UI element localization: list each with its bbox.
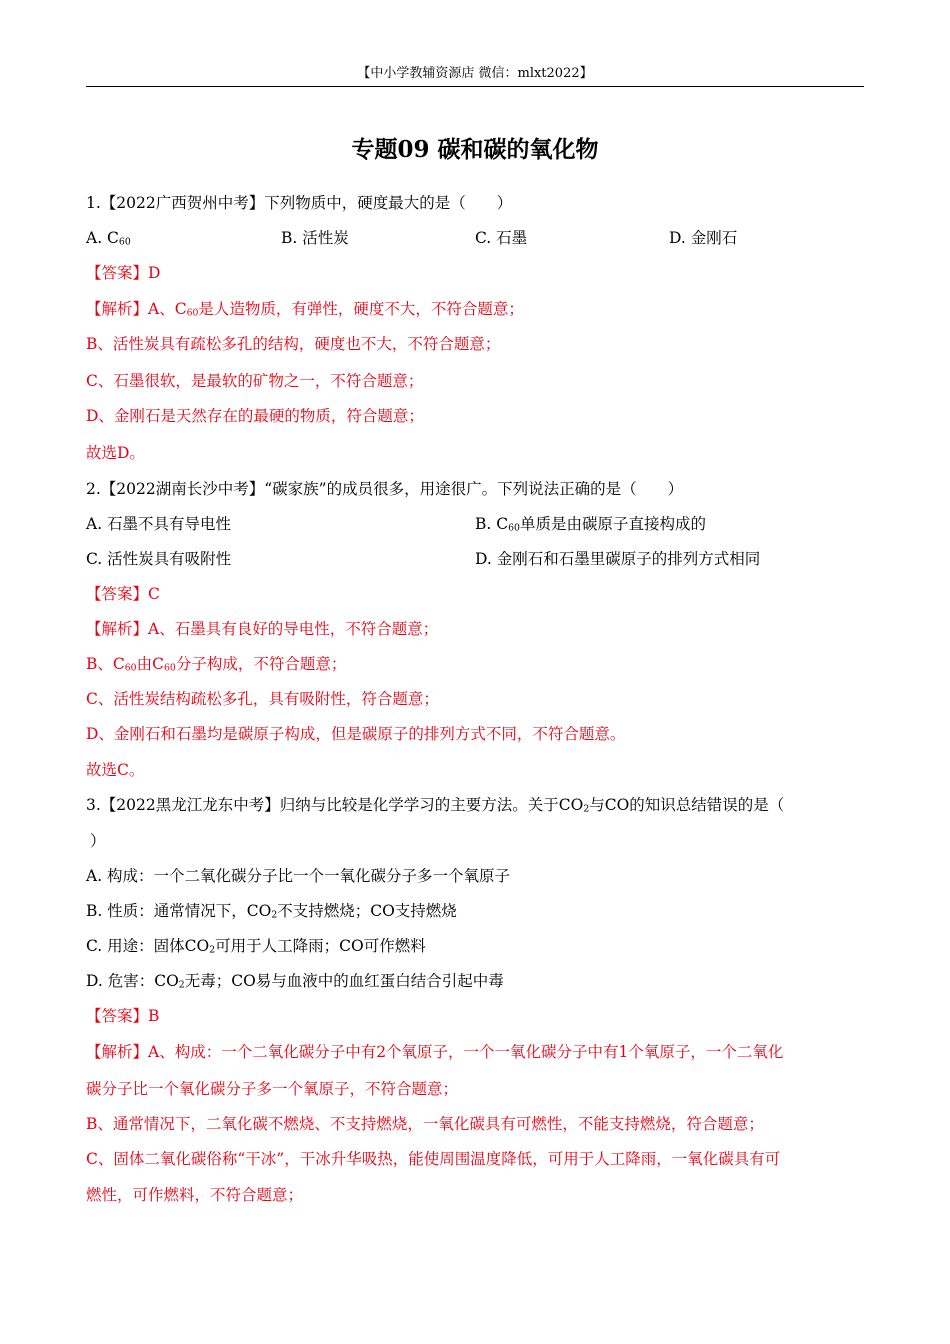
q1-conclusion: 故选D。 bbox=[86, 444, 145, 462]
q3-explanation-1-line-2: 碳分子比一个氧化碳分子多一个氧原子，不符合题意； bbox=[86, 1080, 459, 1098]
q3-stem: 3.【2022黑龙江龙东中考】归纳与比较是化学学习的主要方法。关于$CO_2$与CO的知识总结错误的是（ bbox=[86, 796, 785, 815]
q3-option-d: D. 危害：$CO_2$无毒；CO易与血液中的血红蛋白结合引起中毒 bbox=[86, 972, 504, 991]
header-text: 【中小学教辅资源店 微信：mlxt2022】 bbox=[357, 66, 593, 81]
q3-explanation-3-line-2: 燃性，可作燃料，不符合题意； bbox=[86, 1186, 304, 1204]
q1-options bbox=[86, 226, 864, 250]
q2-conclusion: 故选C。 bbox=[86, 761, 145, 779]
q2-option-d: D. 金刚石和石墨里碳原子的排列方式相同 bbox=[475, 550, 761, 568]
q2-option-c: C. 活性炭具有吸附性 bbox=[86, 550, 232, 568]
q3-answer: 【答案】B bbox=[86, 1007, 160, 1025]
q1-stem: 1.【2022广西贺州中考】下列物质中，硬度最大的是（ ） bbox=[86, 194, 513, 212]
q2-stem: 2.【2022湖南长沙中考】“碳家族”的成员很多，用途很广。下列说法正确的是（ ） bbox=[86, 480, 684, 498]
q1-explanation-4: D、金刚石是天然存在的最硬的物质，符合题意； bbox=[86, 407, 424, 425]
q1-explanation-3: C、石墨很软，是最软的矿物之一，不符合题意； bbox=[86, 372, 424, 390]
q2-option-a: A. 石墨不具有导电性 bbox=[86, 515, 232, 533]
q1-option-b: B. 活性炭 bbox=[281, 229, 349, 247]
q3-explanation-3-line-1: C、固体二氧化碳俗称“干冰”，干冰升华吸热，能使周围温度降低，可用于人工降雨，一氧化碳具有可 bbox=[86, 1150, 781, 1168]
q1-answer: 【答案】D bbox=[86, 264, 161, 282]
q1-explanation-1: 【解析】A、$C_{60}$是人造物质，有弹性，硬度不大，不符合题意； bbox=[86, 300, 524, 319]
q3-stem-continued: ） bbox=[90, 832, 106, 850]
q2-options-row-2 bbox=[86, 547, 864, 571]
q2-option-b: B. $C_{60}$单质是由碳原子直接构成的 bbox=[475, 515, 706, 534]
q3-option-b: B. 性质：通常情况下，$CO_2$不支持燃烧；CO支持燃烧 bbox=[86, 902, 457, 921]
q2-answer: 【答案】C bbox=[86, 585, 160, 603]
page-title: 专题09 碳和碳的氧化物 bbox=[351, 136, 599, 163]
q3-explanation-1-line-1: 【解析】A、构成：一个二氧化碳分子中有2个氧原子，一个一氧化碳分子中有1个氧原子，一个二氧化 bbox=[86, 1043, 784, 1061]
q1-explanation-2: B、活性炭具有疏松多孔的结构，硬度也不大，不符合题意； bbox=[86, 335, 501, 353]
q2-options-row-1 bbox=[86, 512, 864, 536]
header-divider bbox=[86, 86, 864, 87]
page-header bbox=[86, 66, 864, 82]
q1-option-d: D. 金刚石 bbox=[669, 229, 738, 247]
q3-option-c: C. 用途：固体$CO_2$可用于人工降雨；CO可作燃料 bbox=[86, 937, 426, 956]
q3-option-a: A. 构成：一个二氧化碳分子比一个一氧化碳分子多一个氧原子 bbox=[86, 867, 511, 885]
q2-explanation-2: B、$C_{60}$由$C_{60}$分子构成，不符合题意； bbox=[86, 655, 347, 674]
q3-explanation-2: B、通常情况下，二氧化碳不燃烧、不支持燃烧，一氧化碳具有可燃性，不能支持燃烧，符合题意； bbox=[86, 1115, 764, 1133]
q2-explanation-4: D、金刚石和石墨均是碳原子构成，但是碳原子的排列方式不同，不符合题意。 bbox=[86, 725, 626, 743]
q2-explanation-3: C、活性炭结构疏松多孔，具有吸附性，符合题意； bbox=[86, 690, 439, 708]
q2-explanation-1: 【解析】A、石墨具有良好的导电性，不符合题意； bbox=[86, 620, 439, 638]
q1-option-c: C. 石墨 bbox=[475, 229, 528, 247]
q1-option-a: A. $C_{60}$ bbox=[86, 229, 131, 248]
